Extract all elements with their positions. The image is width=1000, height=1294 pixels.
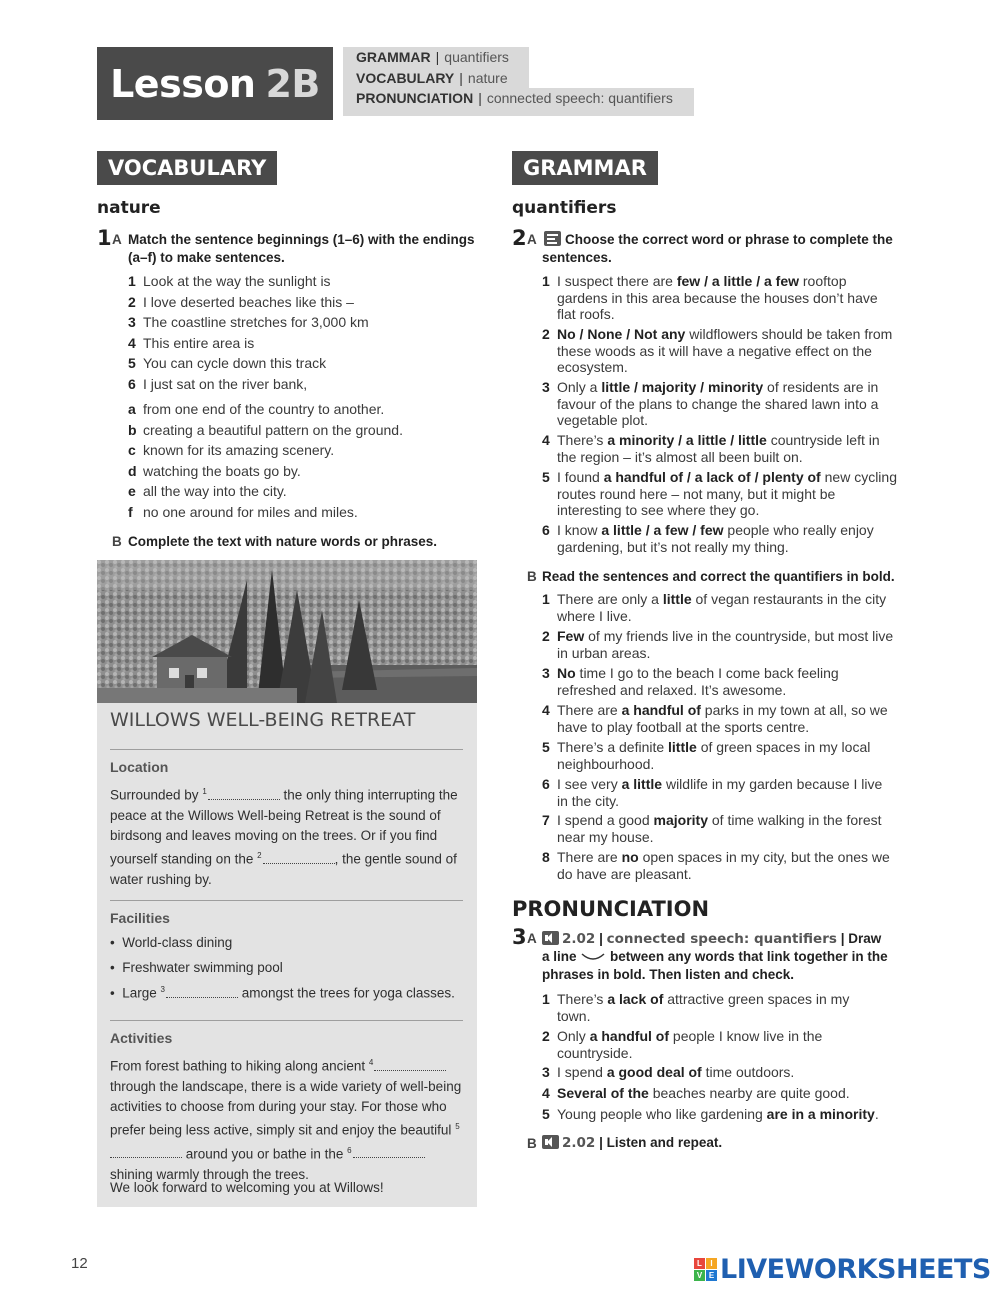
divider bbox=[110, 1020, 463, 1021]
match-ending: d watching the boats go by. bbox=[128, 462, 301, 479]
exercise-3b-instruction: 2.02 | Listen and repeat. bbox=[542, 1134, 842, 1152]
lesson-title bbox=[97, 47, 333, 120]
grammar-2a-item: 4 There’s a minority / a little / little countryside left in the region – it’s almost all been built on. bbox=[542, 432, 880, 465]
activities-paragraph: From forest bathing to hiking along ancient $^4$ through the landscape, there is a wide variety of well-being activities to choose from during your stay. For those who prefer being less active, simply sit and enjoy the beautiful $^5$ around you or bathe in the $^6$ shining warmly through the trees. bbox=[110, 1058, 462, 1182]
pronunciation-heading: PRONUNCIATION bbox=[512, 897, 710, 921]
logo-text: LIVEWORKSHEETS bbox=[720, 1254, 991, 1285]
link-line-icon bbox=[580, 952, 606, 962]
divider bbox=[110, 900, 463, 901]
topic-grammar: GRAMMAR | quantifiers bbox=[343, 47, 529, 68]
pronunciation-item: 1 There’s a lack of attractive green spaces in my town. bbox=[542, 991, 850, 1024]
exercise-3b-label: B bbox=[527, 1136, 537, 1151]
grammar-2a-item: 3 Only a little / majority / minority of residents are in favour of the plans to change the shared lawn into a vegetable plot. bbox=[542, 379, 879, 428]
photo-illustration bbox=[97, 560, 477, 703]
match-ending: f no one around for miles and miles. bbox=[128, 503, 358, 520]
grammar-2b-item: 4 There are a handful of parks in my town at all, so we have to play football at the sports centre. bbox=[542, 702, 888, 735]
grammar-2b-item: 1 There are only a little of vegan restaurants in the city where I live. bbox=[542, 591, 887, 624]
pronunciation-item: 3 I spend a good deal of time outdoors. bbox=[542, 1064, 795, 1080]
lesson-word: Lesson bbox=[110, 61, 256, 106]
match-ending: e all the way into the city. bbox=[128, 483, 287, 499]
audio-icon[interactable] bbox=[542, 931, 559, 945]
exercise-number-1: 1 bbox=[97, 226, 112, 250]
exercise-1b-label: B bbox=[112, 534, 122, 549]
grammar-2b-item: 3 No time I go to the beach I come back feeling refreshed and relaxed. It’s awesome. bbox=[542, 665, 839, 698]
grammar-2b-item: 7 I spend a good majority of time walking in the forest near my house. bbox=[542, 812, 882, 845]
grammar-2b-item: 2 Few of my friends live in the countryside, but most live in urban areas. bbox=[542, 628, 894, 661]
gap-2[interactable] bbox=[263, 863, 335, 864]
grammar-2b-item: 6 I see very a little wildlife in my garden because I live in the city. bbox=[542, 776, 883, 809]
exercise-3a-instruction: 2.02 | connected speech: quantifiers | Draw a line between any words that link together in the phrases in bold. Then listen and check. bbox=[542, 931, 888, 982]
match-beginning: 2 I love deserted beaches like this – bbox=[128, 293, 354, 310]
logo-mark: L I V E bbox=[694, 1258, 717, 1281]
vocabulary-heading: VOCABULARY bbox=[97, 151, 277, 185]
facility-item: • World-class dining bbox=[110, 935, 233, 950]
lake-cabin-photo bbox=[97, 560, 477, 703]
exercise-2a-instruction: Choose the correct word or phrase to complete the sentences. bbox=[542, 232, 893, 265]
location-paragraph: Surrounded by $^1$ the only thing interrupting the peace at the Willows Well-being Retreat is the sound of birdsong and leaves moving on the trees. Or if you find yourself standing on the $^2$ , the gentle sound of water rushing by. bbox=[110, 787, 458, 887]
match-beginning: 1 Look at the way the sunlight is bbox=[128, 273, 331, 289]
exercise-2b-label: B bbox=[527, 569, 537, 584]
retreat-text-box bbox=[97, 703, 477, 1207]
match-ending: c known for its amazing scenery. bbox=[128, 442, 335, 458]
grammar-2b-item: 8 There are no open spaces in my city, but the ones we do have are pleasant. bbox=[542, 849, 890, 882]
gap-3[interactable] bbox=[166, 997, 238, 998]
pronunciation-item: 5 Young people who like gardening are in a minority. bbox=[542, 1106, 879, 1122]
closing-line: We look forward to welcoming you at Willows! bbox=[110, 1180, 384, 1195]
page-number: 12 bbox=[71, 1255, 88, 1272]
gap-6[interactable] bbox=[353, 1157, 425, 1158]
exercise-2a-label: A bbox=[527, 232, 537, 247]
facility-item: • Large $^3$ amongst the trees for yoga classes. bbox=[110, 985, 455, 1001]
match-beginning: 3 The coastline stretches for 3,000 km bbox=[128, 314, 369, 330]
exercise-1b-instruction: Complete the text with nature words or phrases. bbox=[128, 534, 438, 549]
grammar-2a-item: 1 I suspect there are few / a little / a few rooftop gardens in this area because the houses don’t have flat roofs. bbox=[542, 273, 878, 322]
facilities-heading: Facilities bbox=[110, 910, 170, 926]
match-beginning: 6 I just sat on the river bank, bbox=[128, 375, 308, 392]
exercise-number-3: 3 bbox=[512, 925, 527, 949]
vocabulary-subheading: nature bbox=[97, 198, 161, 218]
divider bbox=[110, 749, 463, 750]
exercise-2b-instruction: Read the sentences and correct the quantifiers in bold. bbox=[542, 569, 895, 584]
lesson-topics bbox=[343, 47, 694, 116]
topic-pronunciation: PRONUNCIATION | connected speech: quantifiers bbox=[343, 88, 694, 116]
exercise-1a-instruction: Match the sentence beginnings (1–6) with the endings (a–f) to make sentences. bbox=[128, 232, 475, 265]
exercise-3a-label: A bbox=[527, 931, 537, 946]
match-beginning: 5 You can cycle down this track bbox=[128, 355, 327, 371]
grammar-2a-item: 5 I found a handful of / a lack of / plenty of new cycling routes round here – not many, but it might be interesting to see where they go. bbox=[542, 469, 897, 518]
match-beginning: 4 This entire area is bbox=[128, 334, 255, 351]
grammar-heading: GRAMMAR bbox=[512, 151, 658, 185]
gap-5[interactable] bbox=[110, 1157, 182, 1158]
match-ending: a from one end of the country to another. bbox=[128, 401, 385, 417]
gap-4[interactable] bbox=[374, 1070, 446, 1071]
exercise-number-2: 2 bbox=[512, 226, 527, 250]
audio-icon[interactable] bbox=[542, 1135, 559, 1149]
lesson-number: 2B bbox=[265, 61, 320, 106]
gap-1[interactable] bbox=[208, 799, 280, 800]
text-icon bbox=[544, 231, 561, 246]
activities-heading: Activities bbox=[110, 1030, 173, 1046]
grammar-2a-item: 2 No / None / Not any wildflowers should be taken from these woods as it will have a negative effect on the ecosystem. bbox=[542, 326, 893, 375]
topic-vocabulary: VOCABULARY | nature bbox=[343, 68, 529, 89]
liveworksheets-logo[interactable] bbox=[694, 1254, 991, 1285]
exercise-1a-label: A bbox=[112, 232, 122, 247]
facility-item: • Freshwater swimming pool bbox=[110, 960, 283, 975]
match-ending: b creating a beautiful pattern on the ground. bbox=[128, 421, 403, 438]
location-heading: Location bbox=[110, 759, 169, 775]
pronunciation-item: 4 Several of the beaches nearby are quite good. bbox=[542, 1085, 850, 1101]
grammar-2a-item: 6 I know a little / a few / few people who really enjoy gardening, but it’s not really my thing. bbox=[542, 522, 874, 555]
grammar-2b-item: 5 There’s a definite little of green spaces in my local neighbourhood. bbox=[542, 739, 871, 772]
grammar-subheading: quantifiers bbox=[512, 198, 617, 218]
pronunciation-item: 2 Only a handful of people I know live in the countryside. bbox=[542, 1028, 823, 1061]
retreat-title: WILLOWS WELL-BEING RETREAT bbox=[110, 709, 416, 731]
